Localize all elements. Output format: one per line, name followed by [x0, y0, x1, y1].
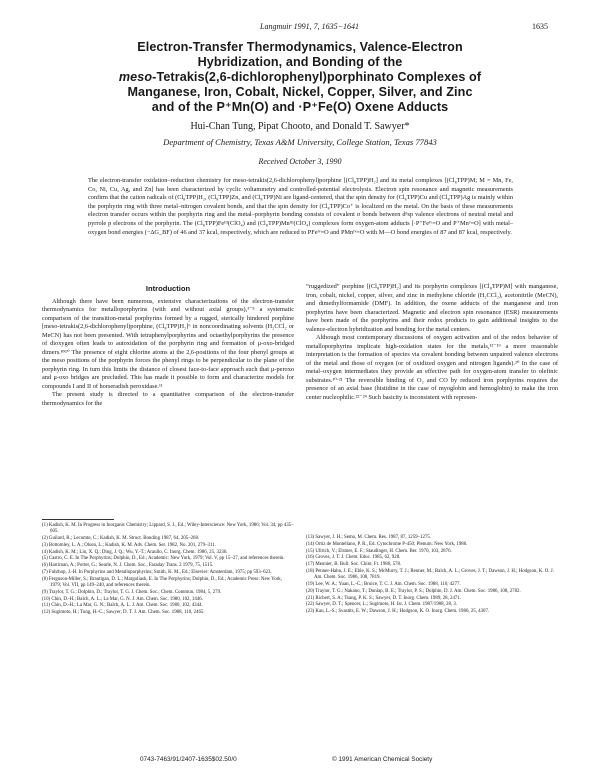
reference-item: (15) Ullrich, V.; Elstner, E. F.; Staudinger, H. Chem. Ber. 1970, 103, 2876.: [306, 548, 452, 554]
footnote-divider: [42, 519, 114, 520]
reference-item: (12) Sugimoto, H.; Tung, H.-C.; Sawyer, D. T. J. Am. Chem. Soc. 1988, 110, 2465.: [42, 610, 205, 616]
references-left: [42, 523, 294, 617]
reference-item: (14) Ortiz de Montellano, P. R., Ed. Cytochrome P-450; Plenum: New York, 1986.: [306, 541, 468, 547]
received-date: Received October 3, 1990: [258, 157, 342, 166]
title-line: [40, 70, 560, 85]
reference-item: (18) Penner-Hahn, J. E.; Eble, K. S.; McMurry, T. J.; Renner, M.; Balch, A. L.; Groves, J. T.; Dawson, J. H.; Hodgson, K. O. J. Am. Chem. Soc. 1986, 108, 7819.: [306, 568, 554, 581]
reference-item: (17) Meunier, B. Bull. Soc. Chim. Fr. 1986, 578.: [306, 562, 402, 568]
article-code: 0743-7463/91/2407-1635$02.50/0: [140, 756, 237, 763]
title-line: Hybridization, and Bonding of the: [197, 55, 403, 69]
section-heading-introduction: Introduction: [145, 284, 191, 293]
left-column: [42, 285, 294, 408]
reference-item: (10) Chin, D.-H.; Balch, A. L.; La Mar, G. N. J. Am. Chem. Soc. 1980, 102, 1446.: [42, 596, 203, 602]
reference-item: (7) Fuhrhop, J.-H. In Porphyrins and Metalloporphyrins; Smith, K. M., Ed.; Elsevier: Amsterdam, 1975; pp 593–623.: [42, 569, 272, 575]
reference-item: (8) Ferguson-Miller, S.; Brautigan, D. L.; Margoliash, E. In The Porphyrins; Dolphin, D., Ed.; Academic Press: New York, 1979; Vol. VII, pp 149–240, and references therein.: [42, 576, 282, 588]
reference-item: (4) Kadish, K. M.; Lin, X. Q.; Ding, J. Q.; Wu, Y.-T.; Araullo, C. Inorg. Chem. 1986, 25, 3236.: [42, 549, 228, 555]
references-right: [306, 535, 558, 616]
title-line: Manganese, Iron, Cobalt, Nickel, Copper, Silver, and Zinc: [127, 85, 473, 99]
reference-item: (2) Guilard, R.; Lecomte, C.; Kadish, K. M. Struct. Bonding 1987, 64, 205–268.: [42, 536, 200, 541]
abstract: The electron-transfer oxidation–reduction chemistry for meso-tetrakis(2,6-dichlorophenyl)porphine [(Cl₈TPP)H₂] and its metal complexes [(Cl₈TPP)M; M = Mn, Fe, Co, Ni, Cu, Ag, and Zn] has been characterized by cyclic voltammetry and controlled-potential electrolysis. Electron spin resonance and magnetic measurements confirm that the cation radicals of (Cl₈TPP)H₂, (Cl₈TPP)Zn, and (Cl₈TPP)Ni are ligand-centered, that the spin density for (Cl₈TPP)Cu and (Cl₈TPP)Ag is mainly within the porphyrin ring with three metal–nitrogen covalent bonds, and that the spin density for (Cl₈TPP)Co⁺ is localized on the metal. On the basis of these measurements electron transfer occurs within the porphyrin ring and the metal–porphyrin bonding consists of covalent σ bonds between dⁿsp valence electrons of neutral metal and pyrrole p electrons of the porphyrin. The (Cl₈TPP)Feᴵᴵᴵ(ClO₄) and (Cl₈TPP)Mnᴵᴵᴵ(ClO₄) complexes form oxygen-atom adducts [·P⁺Feᴵᵛ=O and P⁺Mnᵛ=O] with metal–oxygen bond energies (−ΔG_BF) of 46 and 37 kcal, respectively, which are reduced to PFeᴵᵛ=O and PMnᴵᵛ=O with M—O bond energies of 87 and 87 kcal, respectively.: [88, 177, 513, 236]
reference-item: (20) Traylor, T. G.; Nakano, T.; Dunlap, B. E.; Traylor, P. S.; Dolphin, D. J. Am. Chem. Soc. 1986, 108, 2782.: [306, 588, 521, 594]
reference-item: (13) Sawyer, J. H.; Semo, M. Chem. Res. 1987, 87, 1259–1275.: [306, 535, 432, 540]
body-paragraph: The present study is directed to a quantitative comparison of the electron-transfer thermodynamics for the: [42, 391, 294, 407]
page-number: 1635: [532, 22, 548, 31]
reference-item: (5) Castro, C. E. In The Porphyrins; Dolphin, D., Ed.; Academic: New York, 1979; Vol. V, pp 15–27, and references therein.: [42, 556, 285, 562]
reference-item: (1) Kadish, K. M. In Progress in Inorganic Chemistry; Lippard, S. J., Ed.; Wiley-Interscience: New York, 1986; Vol. 34, pp 435–605.: [42, 523, 294, 535]
reference-item: (21) Richert, S. A.; Tsang, P. K. S.; Sawyer, D. T. Inorg. Chem. 1989, 28, 2471.: [306, 595, 462, 601]
affiliation: Department of Chemistry, Texas A&M University, College Station, Texas 77843: [163, 137, 437, 147]
reference-item: (11) Chin, D.-H.; La Mar, G. N.; Balch, A. L. J. Am. Chem. Soc. 1980, 102, 4344.: [42, 603, 203, 609]
title-line: Electron-Transfer Thermodynamics, Valence-Electron: [137, 40, 463, 54]
reference-item: (19) Lee, W. A.; Yuan, L.-C.; Bruice, T. C. J. Am. Chem. Soc. 1988, 110, 4277.: [306, 581, 461, 587]
running-head: [0, 22, 600, 34]
article-title: [40, 40, 560, 115]
title-line-rest: -Tetrakis(2,6-dichlorophenyl)porphinato Complexes of: [152, 70, 482, 84]
right-column: [306, 283, 558, 402]
title-italic-prefix: meso: [118, 70, 153, 84]
body-paragraph: Although most contemporary discussions of oxygen activation and of the redox behavior of metalloporphyrins implicate high-oxidation states for the metals,¹²⁻¹⁹ a more reasonable interpretation is the formation of species via covalent bonding between unpaired valence electrons of the metal and those of oxygen (or of oxidized oxygen and nitrogen ligands).²⁰ In the case of metal–oxygen intermediates they provide an effective path for oxygen-atom transfer to olefinic substrates.¹⁰‧²¹ The reversible binding of O₂ and CO by reduced iron porphyrins requires the presence of an axial base (histidine in the case of myoglobin and hemoglobin) to make the iron center nucleophilic.²²⁻²⁴ Such basicity is inconsistent with represen-: [306, 334, 558, 401]
author-list: Hui-Chan Tung, Pipat Chooto, and Donald T. Sawyer*: [190, 121, 410, 132]
reference-item: (22) Sawyer, D. T.; Spencer, L.; Sugimoto, H. Isr. J. Chem. 1987/1988, 28, 3.: [306, 602, 458, 608]
title-line: and of the P⁺Mn(O) and ·P⁺Fe(O) Oxene Adducts: [151, 100, 449, 114]
reference-item: (23) Kau, L.-S.; Svastits, E. W.; Dawson, J. H.; Hodgson, K. O. Inorg. Chem. 1986, 25, 4307.: [306, 609, 490, 615]
reference-item: (6) Harriman, A.; Porter, G.; Searle, N. J. Chem. Soc., Faraday Trans. 2 1979, 75, 1515.: [42, 563, 214, 569]
reference-item: (3) Bottomley, L. A.; Olson, L.; Kadish, K. M. Adv. Chem. Ser. 1982, No. 201, 279–311.: [42, 542, 216, 548]
body-paragraph: Although there have been numerous, extensive characterizations of the electron-transfer thermodynamics for metalloporphyrins (with and without axial groups),¹⁻⁵ a systematic comparison of the transition-metal porphyrins formed by a rugged, sterically hindered porphine [meso-tetrakis(2,6-dichlorophenyl)porphine, (Cl₈TPP)H₂]⁶ in noncoordinating solvents (H₂CCl₂ or MeCN) has not been presented. With tetraphenylporphyrins and octaethylporphyrins the presence of dioxygen often leads to autoxidation of the porphyrin ring and formation of μ-oxo-bridged dimers.⁸⁹¹⁰ The presence of eight chlorine atoms at the 2,6-positions of the four phenyl groups at the meso positions of the porphyrin forces the phenyl rings to be perpendicular to the plane of the porphyrin ring. In turn this limits the distance of closest face-to-face approach such that μ-peroxo and μ-oxo bridges are precluded. This has made it possible to form and characterize models for compounds I and II of horseradish peroxidase.¹¹: [42, 297, 294, 390]
journal-citation: Langmuir 1991, 7, 1635−1641: [260, 22, 359, 31]
reference-item: (9) Traylor, T. G.; Dolphin, D.; Traylor, T. G. J. Chem. Soc., Chem. Commun. 1984, 5, 279.: [42, 589, 222, 595]
body-paragraph: “ruggedized” porphine [(Cl₈TPP)H₂] and its porphyrin complexes [(Cl₈TPP)M] with manganese, iron, cobalt, nickel, copper, silver, and zinc in methylene chloride (H₂CCl₂), acetonitrile (MeCN), and dimethylformamide (DMF). In addition, the oxene adducts of the manganese and iron porphyrins have been characterized. Magnetic and electron spin resonance (ESR) measurements have been made of the porphyrins and their redox products to gain additional insights to the valence-electron hybridization and bonding for the metal centers.: [306, 283, 558, 333]
reference-item: (16) Groves, J. T. J. Chem. Educ. 1985, 62, 928.: [306, 555, 401, 561]
copyright-notice: © 1991 American Chemical Society: [332, 756, 433, 763]
